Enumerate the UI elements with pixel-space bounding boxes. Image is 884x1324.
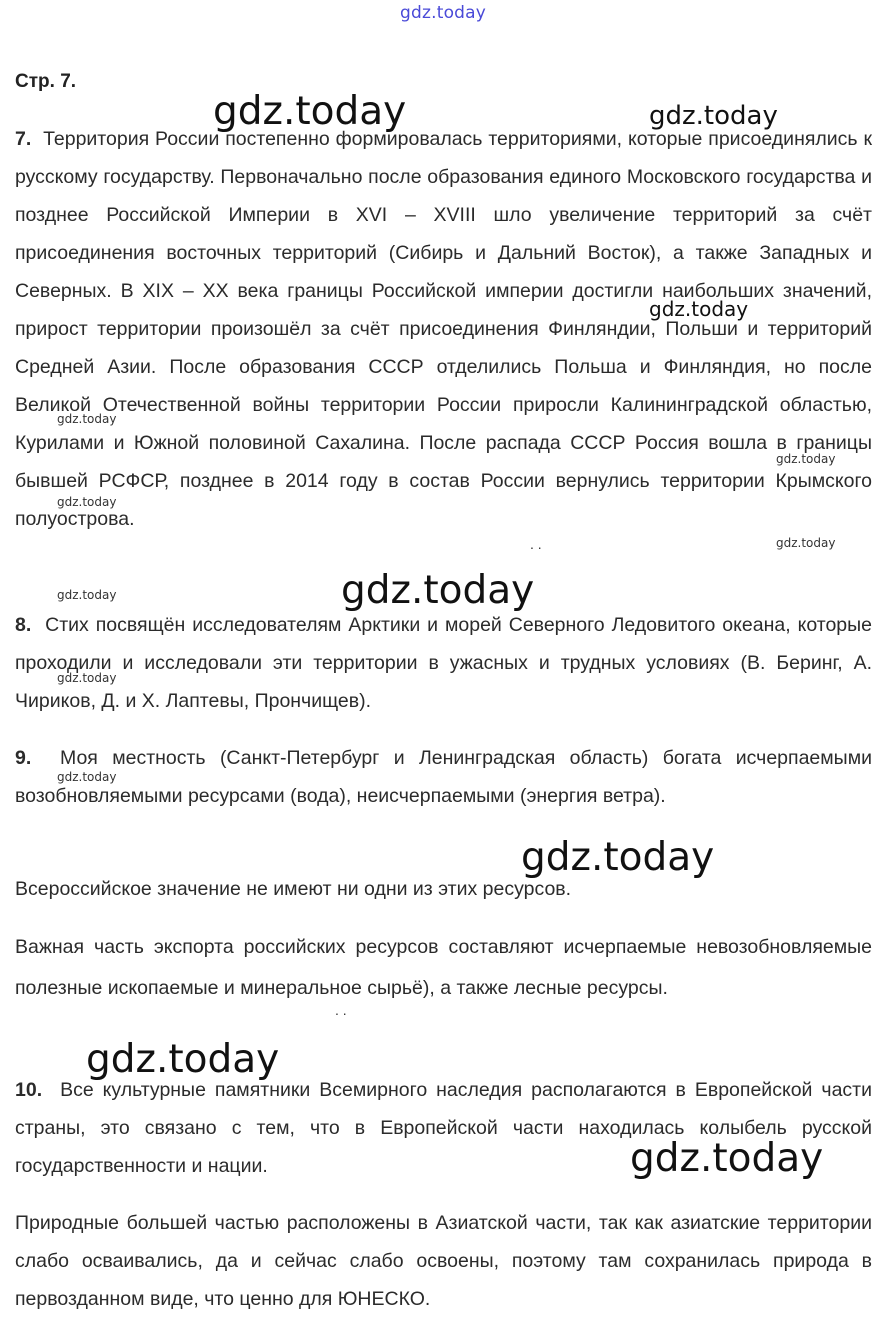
paragraph-text: Территория России постепенно формировалась территориями, которые присоединялись к русскому государству. Первоначально после образования единого Московского государства и позднее Российской Империи в XVI – XVIII шло увеличение территорий за счёт присоединения восточных территорий (Сибирь и Дальний Восток), а также Западных и Северных. В XIX – XX века границы Российской империи достигли наибольших значений, прирост территории произошёл за счёт присоединения Финляндии, Польши и территорий Средней Азии. После образования СССР отделились Польша и Финляндия, но после Великой Отечественной войны территории России приросли Калининградской областью, Курилами и Южной половиной Сахалина. После распада СССР Россия вошла в границы бывшей РСФСР, позднее в 2014 году в состав России вернулись территории Крымского полуострова. [15, 128, 872, 530]
paragraph-number: 8. [15, 614, 32, 636]
watermark: gdz.today [776, 452, 836, 466]
watermark: gdz.today [57, 588, 117, 602]
paragraph-9-export [15, 927, 872, 1009]
watermark: gdz.today [86, 1037, 280, 1082]
paragraph-text: Все культурные памятники Всемирного наследия располагаются в Европейской части страны, это связано с тем, что в Европейской части находилась колыбель русской государственности и нации. [15, 1079, 872, 1177]
paragraph-7 [15, 120, 872, 538]
stray-dots: . . [335, 1002, 347, 1018]
watermark: gdz.today [57, 412, 117, 426]
paragraph-10-nature [15, 1204, 872, 1318]
watermark: gdz.today [57, 671, 117, 685]
paragraph-text: Природные большей частью расположены в Азиатской части, так как азиатские территории слабо осваивались, да и сейчас слабо освоены, поэтому там сохранилась природа в первозданном виде, что ценно для ЮНЕСКО. [15, 1212, 872, 1310]
stray-dots: . . [530, 536, 542, 552]
watermark: gdz.today [649, 297, 749, 321]
watermark: gdz.today [649, 101, 778, 131]
paragraph-number: 10. [15, 1079, 43, 1101]
header-watermark: gdz.today [400, 3, 487, 23]
paragraph-text: Важная часть экспорта российских ресурсов составляют исчерпаемые невозобновляемые полезные ископаемые и минеральное сырьё), а также лесные ресурсы. [15, 936, 872, 999]
paragraph-text: Моя местность (Санкт-Петербург и Ленинградская область) богата исчерпаемыми возобновляемыми ресурсами (вода), неисчерпаемыми (энергия ветра). [15, 747, 872, 807]
watermark: gdz.today [57, 495, 117, 509]
watermark: gdz.today [630, 1136, 824, 1181]
paragraph-number: 7. [15, 128, 32, 150]
paragraph-9-note [15, 870, 872, 908]
watermark: gdz.today [776, 536, 836, 550]
paragraph-9 [15, 739, 872, 815]
watermark: gdz.today [213, 89, 407, 134]
paragraph-8 [15, 606, 872, 720]
paragraph-number: 9. [15, 747, 32, 769]
paragraph-text: Всероссийское значение не имеют ни одни из этих ресурсов. [15, 878, 572, 900]
paragraph-text: Стих посвящён исследователям Арктики и морей Северного Ледовитого океана, которые проходили и исследовали эти территории в ужасных и трудных условиях (В. Беринг, А. Чириков, Д. и Х. Лаптевы, Прончищев). [15, 614, 872, 712]
watermark: gdz.today [341, 568, 535, 613]
page-label: Стр. 7. [15, 71, 77, 92]
watermark: gdz.today [521, 835, 715, 880]
watermark: gdz.today [57, 770, 117, 784]
